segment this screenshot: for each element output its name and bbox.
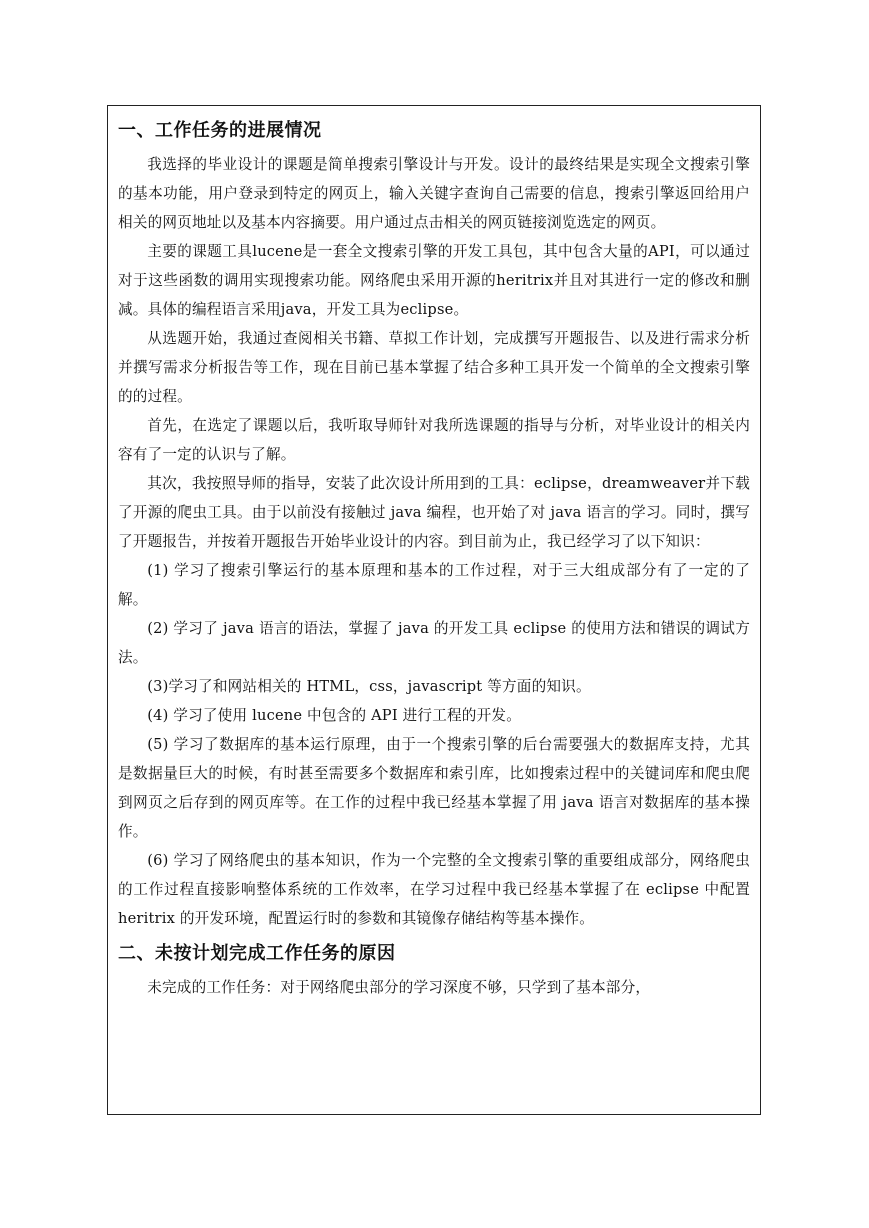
list-item-paragraph: (2) 学习了 java 语言的语法，掌握了 java 的开发工具 eclipse 的使用方法和错误的调试方法。 (118, 620, 750, 666)
list-item-paragraph: (5) 学习了数据库的基本运行原理，由于一个搜索引擎的后台需要强大的数据库支持，尤其是数据量巨大的时候，有时甚至需要多个数据库和索引库，比如搜索过程中的关键词库和爬虫爬到网页之后存到的网页库等。在工作的过程中我已经基本掌握了用 java 语言对数据库的基本操作。 (118, 736, 750, 840)
report-table-cell (107, 105, 761, 1115)
paragraph: 我选择的毕业设计的课题是简单搜索引擎设计与开发。设计的最终结果是实现全文搜索引擎的基本功能，用户登录到特定的网页上，输入关键字查询自己需要的信息，搜索引擎返回给用户相关的网页地址以及基本内容摘要。用户通过点击相关的网页链接浏览选定的网页。 (118, 156, 750, 231)
report-content (108, 106, 760, 1002)
list-item-paragraph: (6) 学习了网络爬虫的基本知识，作为一个完整的全文搜索引擎的重要组成部分，网络爬虫的工作过程直接影响整体系统的工作效率，在学习过程中我已经基本掌握了在 eclipse 中配置 heritrix 的开发环境，配置运行时的参数和其镜像存储结构等基本操作。 (118, 852, 750, 927)
paragraph: 其次，我按照导师的指导，安装了此次设计所用到的工具：eclipse，dreamweaver并下载了开源的爬虫工具。由于以前没有接触过 java 编程，也开始了对 java 语言的学习。同时，撰写了开题报告，并按着开题报告开始毕业设计的内容。到目前为止，我已经学习了以下知识： (118, 475, 750, 550)
paragraph: 未完成的工作任务：对于网络爬虫部分的学习深度不够，只学到了基本部分， (147, 979, 651, 996)
paragraph: 主要的课题工具lucene是一套全文搜索引擎的开发工具包，其中包含大量的API，可以通过对于这些函数的调用实现搜索功能。网络爬虫采用开源的heritrix并且对其进行一定的修改和删减。具体的编程语言采用java，开发工具为eclipse。 (118, 243, 750, 318)
paragraph: 首先，在选定了课题以后，我听取导师针对我所选课题的指导与分析，对毕业设计的相关内容有了一定的认识与了解。 (118, 417, 750, 463)
list-item-paragraph: (4) 学习了使用 lucene 中包含的 API 进行工程的开发。 (147, 707, 521, 724)
list-item-paragraph: (3)学习了和网站相关的 HTML，css，javascript 等方面的知识。 (147, 678, 591, 695)
list-item-paragraph: (1) 学习了搜索引擎运行的基本原理和基本的工作过程，对于三大组成部分有了一定的了解。 (118, 562, 750, 608)
paragraph: 从选题开始，我通过查阅相关书籍、草拟工作计划，完成撰写开题报告、以及进行需求分析并撰写需求分析报告等工作，现在目前已基本掌握了结合多种工具开发一个简单的全文搜索引擎的的过程。 (118, 330, 750, 405)
section-heading-reasons: 二、未按计划完成工作任务的原因 (118, 943, 396, 964)
section-heading-progress: 一、工作任务的进展情况 (118, 120, 322, 141)
